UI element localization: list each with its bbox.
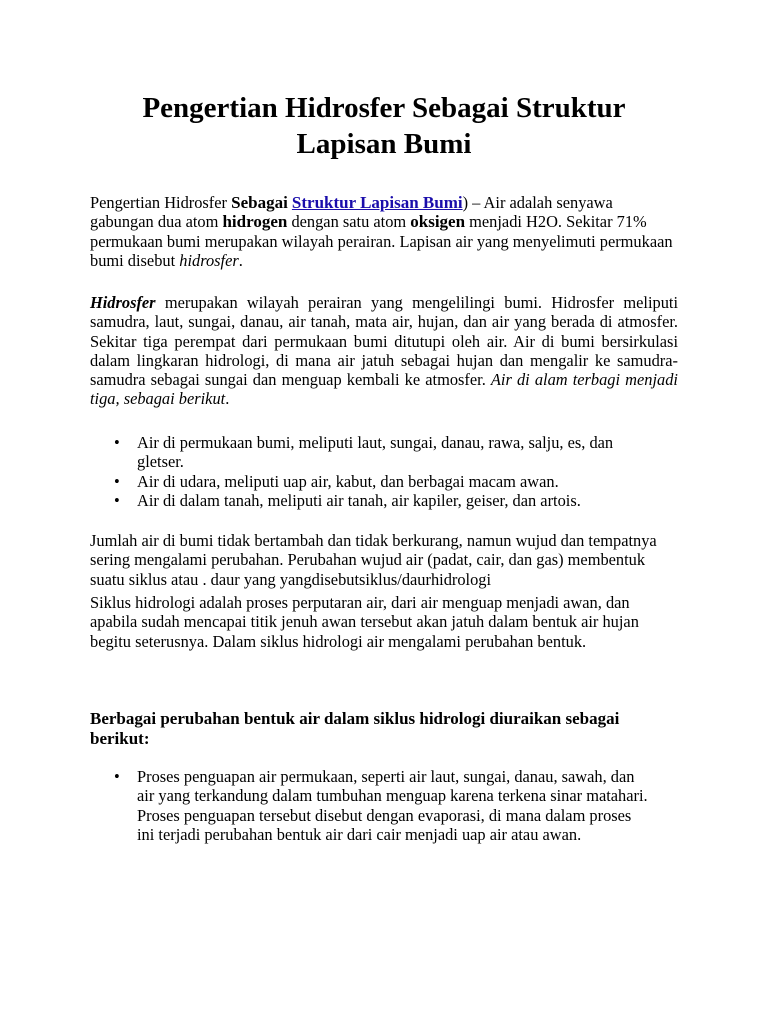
intro-hidrogen-bold: hidrogen [222, 212, 288, 232]
intro-paragraph [90, 193, 678, 270]
intro-sebagai-bold: Sebagai [231, 193, 288, 212]
hidrosfer-body: merupakan wilayah perairan yang mengelilingi bumi. Hidrosfer meliputi samudra, laut, sungai, danau, air tanah, mata air, hujan, dan air yang berada di atmosfer. Sekitar tiga perempat dari permukaan bumi ditutupi oleh air. Air di bumi bersirkulasi dalam lingkaran hidrologi, di mana air jatuh sebagai hujan dan mengalir ke samudra-samudra sebagai sungai dan menguap kembali ke atmosfer. [90, 293, 678, 390]
water-types-list [112, 433, 652, 510]
intro-text-5: . [238, 250, 243, 270]
list-item: • Proses penguapan air permukaan, seperti air laut, sungai, danau, sawah, dan air yang terkandung dalam tumbuhan menguap karena terkena sinar matahari. Proses penguapan tersebut disebut dengan evaporasi, di mana dalam proses ini terjadi perubahan bentuk air dari cair menjadi uap air atau awan. [112, 767, 652, 844]
intro-oksigen-bold: oksigen [410, 212, 466, 232]
intro-text-3: dengan satu atom [287, 212, 411, 232]
water-cycle-paragraph-1: Jumlah air di bumi tidak bertambah dan tidak berkurang, namun wujud dan tempatnya sering mengalami perubahan. Perubahan wujud air (padat, cair, dan gas) membentuk suatu siklus atau . daur yang yangdisebutsiklus/daurhidrologi [90, 531, 657, 589]
intro-hidrosfer-italic: hidrosfer [179, 250, 239, 270]
page-title-line-2: Lapisan Bumi [296, 128, 472, 160]
water-cycle-paragraph-2: Siklus hidrologi adalah proses perputaran air, dari air menguap menjadi awan, dan apabila sudah mencapai titik jenuh awan tersebut akan jatuh dalam bentuk air hujan begitu seterusnya. Dalam siklus hidrologi air mengalami perubahan bentuk. [90, 593, 639, 651]
list-item: • Air di dalam tanah, meliputi air tanah, air kapiler, geiser, dan artois. [112, 491, 652, 510]
struktur-lapisan-bumi-link[interactable]: Struktur Lapisan Bumi [291, 193, 463, 212]
section-subheading: Berbagai perubahan bentuk air dalam siklus hidrologi diuraikan sebagai berikut: [90, 709, 620, 748]
intro-text-2: ) – Air adalah senyawa gabungan dua atom [90, 193, 613, 232]
page-title [90, 90, 678, 162]
list-item: • Air di udara, meliputi uap air, kabut, dan berbagai macam awan. [112, 472, 652, 491]
hidrosfer-paragraph [90, 293, 678, 409]
list-item: • Air di permukaan bumi, meliputi laut, sungai, danau, rawa, salju, es, dan gletser. [112, 433, 652, 472]
hidrosfer-lead: Hidrosfer [90, 293, 156, 312]
intro-text-1: Pengertian Hidrosfer [90, 193, 232, 212]
page-title-line-1: Pengertian Hidrosfer Sebagai Struktur [142, 92, 626, 124]
hidrosfer-tail-italic: Air di alam terbagi menjadi tiga, sebagai berikut [90, 370, 678, 409]
hidrosfer-tail-end: . [225, 389, 230, 409]
intro-text-4: menjadi H2O. Sekitar 71% permukaan bumi merupakan wilayah perairan. Lapisan air yang menyelimuti permukaan bumi disebut [90, 212, 673, 270]
water-change-list [112, 767, 652, 844]
